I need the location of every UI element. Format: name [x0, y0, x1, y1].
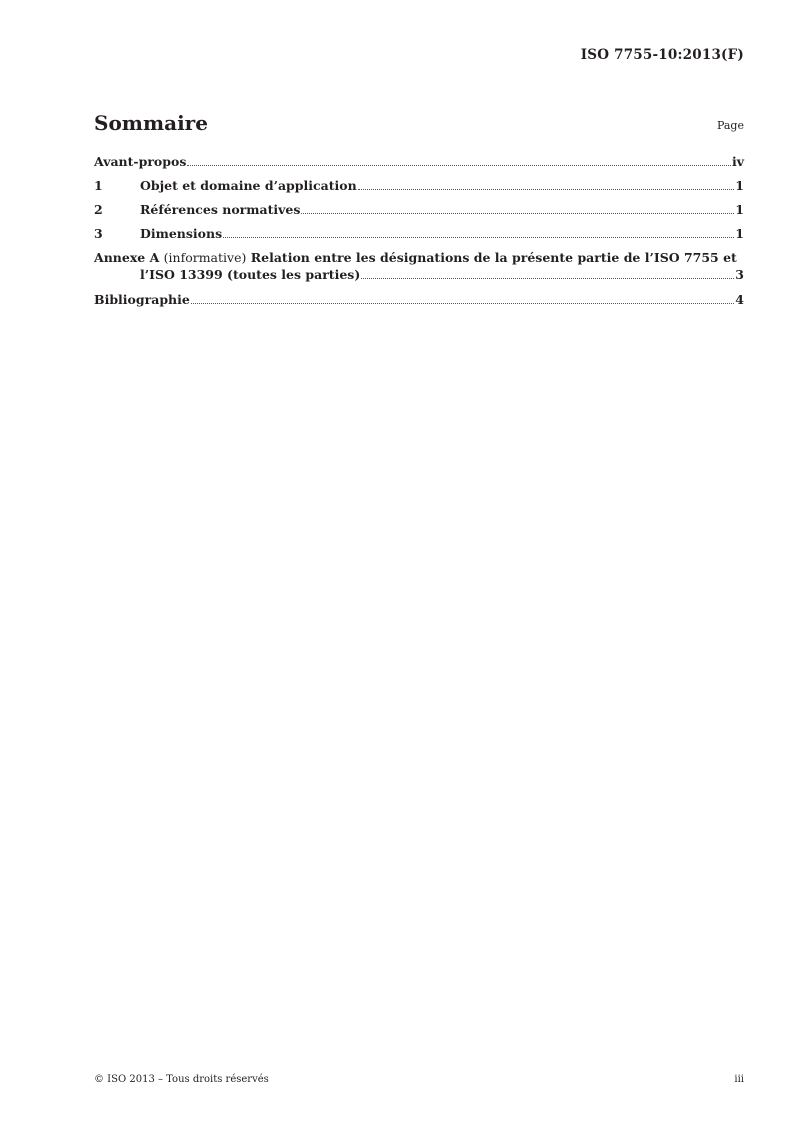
annex-label: Annexe A [94, 250, 160, 265]
dot-leader [358, 189, 735, 190]
toc-entry-page: 1 [735, 226, 744, 241]
toc-entry-bibliography[interactable] [94, 291, 744, 315]
toc-header [94, 111, 744, 143]
toc-page-column-label: Page [716, 119, 744, 132]
annex-title-line-2: l’ISO 13399 (toutes les parties) [140, 267, 361, 282]
dot-leader [361, 278, 734, 279]
annex-continuation-line [94, 266, 744, 283]
toc-entry-normative-references[interactable] [94, 201, 744, 225]
document-identifier: ISO 7755-10:2013(F) [580, 47, 744, 63]
toc-entry-page: 3 [735, 267, 744, 282]
toc-title: Sommaire [94, 111, 208, 135]
toc-entry-dimensions[interactable] [94, 225, 744, 249]
toc-entry-page: 1 [735, 178, 744, 193]
toc-entry-title: Avant-propos [94, 154, 187, 169]
annex-title-line-1: Relation entre les désignations de la présente partie de l’ISO 7755 et [250, 250, 737, 265]
toc-entry-foreword[interactable] [94, 153, 744, 177]
toc-entry-page: iv [731, 154, 744, 169]
toc-entry-title: Objet et domaine d’application [140, 178, 357, 193]
toc-entry-page: 1 [735, 202, 744, 217]
footer-page-number: iii [734, 1074, 744, 1085]
annex-type: (informative) [163, 250, 247, 265]
toc-entry-annex-a[interactable] [94, 249, 744, 291]
toc-entry-number: 2 [94, 202, 103, 217]
toc-entry-title: Bibliographie [94, 292, 190, 307]
annex-heading-line [94, 249, 744, 266]
dot-leader [187, 165, 731, 166]
copyright-notice: © ISO 2013 – Tous droits réservés [94, 1074, 269, 1085]
dot-leader [301, 213, 734, 214]
toc-entry-scope[interactable] [94, 177, 744, 201]
toc-entry-page: 4 [735, 292, 744, 307]
dot-leader [223, 237, 734, 238]
toc-entry-title: Dimensions [140, 226, 223, 241]
dot-leader [191, 303, 734, 304]
toc-entry-title: Références normatives [140, 202, 301, 217]
page-footer [94, 1074, 744, 1088]
toc-entry-number: 1 [94, 178, 103, 193]
toc-entry-number: 3 [94, 226, 103, 241]
table-of-contents [94, 153, 744, 315]
